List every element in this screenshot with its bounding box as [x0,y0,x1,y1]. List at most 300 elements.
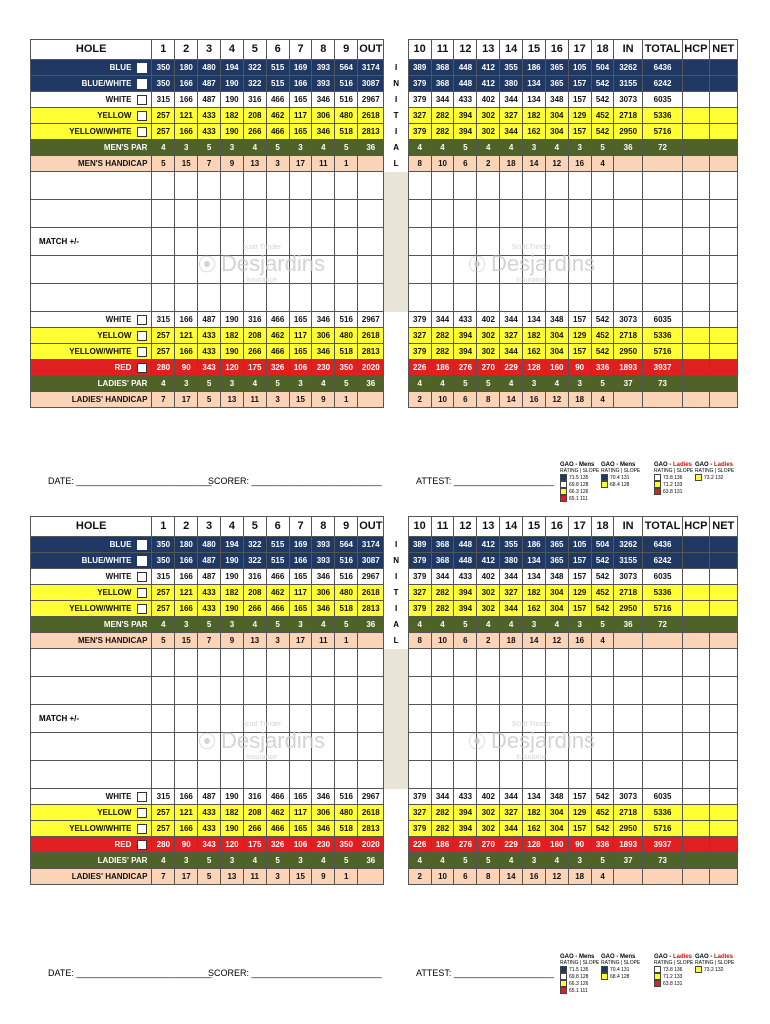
initial-letter: I [384,601,408,617]
score-cell[interactable] [477,761,500,789]
net-cell [709,92,737,108]
score-cell[interactable] [454,200,477,228]
score-cell[interactable] [243,172,266,200]
hole-value: 5 [477,376,500,392]
score-cell[interactable] [266,200,289,228]
score-cell[interactable] [335,172,358,200]
score-cell[interactable] [266,677,289,705]
score-cell[interactable] [335,200,358,228]
summary-cell[interactable] [642,228,682,256]
scorer-field[interactable]: SCORER: __________________________ [208,968,382,978]
score-cell[interactable] [545,256,568,284]
score-cell[interactable] [175,649,198,677]
tee-checkbox[interactable] [137,95,147,105]
summary-cell[interactable] [614,733,642,761]
score-cell[interactable] [568,705,591,733]
score-cell[interactable] [289,733,312,761]
summary-cell[interactable] [683,200,709,228]
score-cell[interactable] [243,733,266,761]
score-cell[interactable] [152,761,175,789]
score-cell[interactable] [408,705,431,733]
hole-value: 346 [312,124,335,140]
summary-cell[interactable] [642,256,682,284]
summary-cell[interactable] [709,284,737,312]
scorer-field[interactable]: SCORER: __________________________ [208,476,382,486]
hole-value: 516 [335,76,358,92]
score-cell[interactable] [312,761,335,789]
summary-cell[interactable] [683,256,709,284]
score-cell[interactable] [568,649,591,677]
score-cell[interactable] [454,172,477,200]
score-cell[interactable] [477,284,500,312]
summary-cell[interactable] [709,705,737,733]
score-cell[interactable] [289,649,312,677]
summary-cell[interactable] [642,649,682,677]
summary-cell[interactable] [642,761,682,789]
summary-cell[interactable] [614,761,642,789]
score-cell[interactable] [289,228,312,256]
out-total: 36 [358,140,384,156]
score-cell[interactable] [591,705,614,733]
score-cell[interactable] [500,228,523,256]
score-cell[interactable] [243,705,266,733]
score-cell[interactable] [477,172,500,200]
score-cell[interactable] [289,200,312,228]
out-total: 3087 [358,76,384,92]
score-cell[interactable] [243,200,266,228]
score-cell[interactable] [477,649,500,677]
tee-checkbox[interactable] [137,588,147,598]
score-cell[interactable] [408,761,431,789]
summary-cell[interactable] [709,228,737,256]
hole-value: 327 [500,328,523,344]
score-cell[interactable] [152,677,175,705]
score-cell[interactable] [266,256,289,284]
score-cell[interactable] [221,256,244,284]
hcp-cell [683,140,709,156]
score-cell[interactable] [243,256,266,284]
tee-checkbox[interactable] [137,840,147,850]
score-cell[interactable] [454,733,477,761]
score-cell[interactable] [243,649,266,677]
score-cell[interactable] [568,677,591,705]
hole-value: 4 [243,376,266,392]
score-cell[interactable] [545,705,568,733]
hole-value: 304 [545,344,568,360]
summary-cell[interactable] [614,284,642,312]
initial-column [384,517,408,537]
score-cell[interactable] [289,677,312,705]
out-score-cell[interactable] [358,228,384,256]
summary-cell[interactable] [683,228,709,256]
tee-checkbox[interactable] [137,808,147,818]
hole-number: 14 [500,40,523,60]
score-cell[interactable] [175,284,198,312]
score-cell[interactable] [408,256,431,284]
tee-checkbox[interactable] [137,347,147,357]
score-cell[interactable] [591,677,614,705]
score-cell[interactable] [335,761,358,789]
score-cell[interactable] [198,733,221,761]
tee-checkbox[interactable] [137,111,147,121]
score-cell[interactable] [454,761,477,789]
score-cell[interactable] [454,677,477,705]
tee-checkbox[interactable] [137,556,147,566]
tee-checkbox[interactable] [137,63,147,73]
score-cell[interactable] [500,733,523,761]
score-cell[interactable] [523,705,546,733]
score-cell[interactable] [431,677,454,705]
score-cell[interactable] [477,705,500,733]
attest-field[interactable]: ATTEST: ____________________ [416,476,554,486]
attest-field[interactable]: ATTEST: ____________________ [416,968,554,978]
score-cell[interactable] [568,200,591,228]
score-cell[interactable] [152,228,175,256]
score-cell[interactable] [221,649,244,677]
score-cell[interactable] [152,256,175,284]
score-cell[interactable] [500,172,523,200]
score-cell[interactable] [477,228,500,256]
score-cell[interactable] [591,256,614,284]
tee-checkbox[interactable] [137,572,147,582]
score-cell[interactable] [431,705,454,733]
score-cell[interactable] [545,761,568,789]
score-cell[interactable] [523,677,546,705]
score-cell[interactable] [198,200,221,228]
hole-value: 304 [545,805,568,821]
score-cell[interactable] [152,649,175,677]
summary-cell[interactable] [709,761,737,789]
hole-value: 515 [266,553,289,569]
score-cell[interactable] [431,256,454,284]
score-cell[interactable] [221,284,244,312]
score-cell[interactable] [500,200,523,228]
score-cell[interactable] [221,172,244,200]
score-cell[interactable] [312,705,335,733]
hcp-cell [683,537,709,553]
score-cell[interactable] [175,256,198,284]
score-cell[interactable] [545,649,568,677]
score-cell[interactable] [152,172,175,200]
score-cell[interactable] [500,761,523,789]
summary-cell[interactable] [614,677,642,705]
score-cell[interactable] [312,677,335,705]
score-cell[interactable] [335,705,358,733]
score-cell[interactable] [454,649,477,677]
score-cell[interactable] [266,761,289,789]
tee-checkbox[interactable] [137,824,147,834]
out-score-cell[interactable] [358,705,384,733]
tee-row [31,553,738,569]
score-cell[interactable] [523,228,546,256]
summary-cell[interactable] [614,172,642,200]
hole-value: 157 [568,92,591,108]
hole-value: 350 [152,60,175,76]
score-cell[interactable] [335,284,358,312]
player-name-cell[interactable] [31,649,152,677]
score-cell[interactable] [523,284,546,312]
summary-cell[interactable] [614,705,642,733]
score-cell[interactable] [431,733,454,761]
score-cell[interactable] [568,733,591,761]
summary-cell[interactable] [709,733,737,761]
player-name-cell[interactable] [31,284,152,312]
score-cell[interactable] [175,172,198,200]
score-cell[interactable] [568,256,591,284]
tee-checkbox[interactable] [137,792,147,802]
tee-checkbox[interactable] [137,363,147,373]
score-cell[interactable] [175,200,198,228]
score-cell[interactable] [312,172,335,200]
score-cell[interactable] [591,284,614,312]
score-cell[interactable] [289,172,312,200]
score-cell[interactable] [266,284,289,312]
score-cell[interactable] [591,649,614,677]
score-cell[interactable] [289,256,312,284]
score-cell[interactable] [335,256,358,284]
score-cell[interactable] [408,200,431,228]
score-cell[interactable] [408,733,431,761]
tee-checkbox[interactable] [137,315,147,325]
score-cell[interactable] [431,200,454,228]
score-cell[interactable] [500,284,523,312]
summary-cell[interactable] [642,677,682,705]
player-name-cell[interactable] [31,172,152,200]
summary-cell[interactable] [683,761,709,789]
score-cell[interactable] [545,284,568,312]
score-cell[interactable] [198,172,221,200]
summary-cell[interactable] [683,172,709,200]
out-score-cell[interactable] [358,256,384,284]
score-cell[interactable] [477,200,500,228]
date-field[interactable]: DATE: ___________________________ [48,476,212,486]
summary-cell[interactable] [642,200,682,228]
score-cell[interactable] [568,172,591,200]
score-cell[interactable] [266,228,289,256]
rating-title: GAO - [654,462,673,468]
score-cell[interactable] [266,705,289,733]
out-score-cell[interactable] [358,200,384,228]
score-cell[interactable] [591,733,614,761]
hcp-cell [683,853,709,869]
out-total: 2618 [358,585,384,601]
score-cell[interactable] [523,256,546,284]
summary-cell[interactable] [683,284,709,312]
score-cell[interactable] [477,677,500,705]
score-cell[interactable] [591,200,614,228]
score-cell[interactable] [335,677,358,705]
score-cell[interactable] [175,761,198,789]
score-cell[interactable] [500,705,523,733]
score-cell[interactable] [175,733,198,761]
score-cell[interactable] [523,733,546,761]
summary-cell[interactable] [683,705,709,733]
score-cell[interactable] [221,705,244,733]
score-cell[interactable] [221,761,244,789]
score-cell[interactable] [568,761,591,789]
score-cell[interactable] [545,172,568,200]
summary-cell[interactable] [614,649,642,677]
score-cell[interactable] [500,649,523,677]
hole-value: 7 [152,392,175,408]
score-cell[interactable] [431,172,454,200]
score-cell[interactable] [454,256,477,284]
score-cell[interactable] [477,256,500,284]
score-cell[interactable] [221,677,244,705]
total-value: 6242 [642,553,682,569]
rating-subheader: RATING | SLOPE [695,960,735,966]
summary-cell[interactable] [614,200,642,228]
score-cell[interactable] [335,649,358,677]
score-cell[interactable] [312,649,335,677]
score-cell[interactable] [545,677,568,705]
score-cell[interactable] [500,256,523,284]
summary-cell[interactable] [709,649,737,677]
out-score-cell[interactable] [358,733,384,761]
score-cell[interactable] [591,761,614,789]
score-cell[interactable] [408,228,431,256]
score-cell[interactable] [408,649,431,677]
score-cell[interactable] [591,228,614,256]
score-cell[interactable] [289,284,312,312]
out-score-cell[interactable] [358,649,384,677]
score-cell[interactable] [568,284,591,312]
score-cell[interactable] [454,228,477,256]
score-cell[interactable] [454,705,477,733]
score-cell[interactable] [523,649,546,677]
summary-cell[interactable] [683,649,709,677]
score-cell[interactable] [431,228,454,256]
tee-checkbox[interactable] [137,540,147,550]
hole-value: 542 [591,601,614,617]
summary-cell[interactable] [683,677,709,705]
tee-checkbox[interactable] [137,331,147,341]
score-cell[interactable] [431,284,454,312]
score-cell[interactable] [198,761,221,789]
summary-cell[interactable] [642,284,682,312]
initial-cell [384,256,408,284]
score-cell[interactable] [152,705,175,733]
score-cell[interactable] [198,649,221,677]
score-cell[interactable] [335,228,358,256]
score-cell[interactable] [221,228,244,256]
row-label-text: LADIES' HANDICAP [71,872,148,881]
score-cell[interactable] [312,228,335,256]
score-cell[interactable] [152,200,175,228]
summary-cell[interactable] [709,677,737,705]
score-cell[interactable] [312,733,335,761]
score-cell[interactable] [408,677,431,705]
summary-cell[interactable] [709,172,737,200]
score-cell[interactable] [289,705,312,733]
summary-cell[interactable] [642,172,682,200]
in-total: 3262 [614,60,642,76]
hole-value: 166 [175,789,198,805]
score-cell[interactable] [221,733,244,761]
score-cell[interactable] [198,228,221,256]
date-field[interactable]: DATE: ___________________________ [48,968,212,978]
player-name-cell[interactable] [31,677,152,705]
score-cell[interactable] [500,677,523,705]
score-cell[interactable] [175,677,198,705]
score-cell[interactable] [477,733,500,761]
tee-checkbox[interactable] [137,604,147,614]
player-name-cell[interactable] [31,761,152,789]
score-cell[interactable] [545,733,568,761]
hole-value: 129 [568,585,591,601]
score-cell[interactable] [175,705,198,733]
summary-cell[interactable] [614,256,642,284]
player-name-cell[interactable] [31,733,152,761]
score-cell[interactable] [408,284,431,312]
net-cell [709,633,737,649]
score-cell[interactable] [175,228,198,256]
score-cell[interactable] [591,172,614,200]
player-name-cell[interactable] [31,256,152,284]
score-cell[interactable] [545,228,568,256]
out-score-cell[interactable] [358,677,384,705]
summary-cell[interactable] [709,256,737,284]
score-cell[interactable] [152,284,175,312]
score-cell[interactable] [312,256,335,284]
tee-checkbox[interactable] [137,127,147,137]
summary-cell[interactable] [683,733,709,761]
score-cell[interactable] [243,761,266,789]
summary-cell[interactable] [709,200,737,228]
score-cell[interactable] [243,228,266,256]
player-name-cell[interactable] [31,200,152,228]
score-cell[interactable] [431,649,454,677]
score-cell[interactable] [523,172,546,200]
out-score-cell[interactable] [358,761,384,789]
score-cell[interactable] [266,733,289,761]
score-cell[interactable] [198,284,221,312]
score-cell[interactable] [198,705,221,733]
score-cell[interactable] [312,200,335,228]
score-cell[interactable] [545,200,568,228]
score-cell[interactable] [454,284,477,312]
hole-value: 5 [198,140,221,156]
out-score-cell[interactable] [358,284,384,312]
summary-cell[interactable] [614,228,642,256]
score-cell[interactable] [408,172,431,200]
score-cell[interactable] [335,733,358,761]
score-cell[interactable] [431,761,454,789]
score-cell[interactable] [523,200,546,228]
score-cell[interactable] [289,761,312,789]
score-cell[interactable] [523,761,546,789]
score-cell[interactable] [568,228,591,256]
hole-value: 389 [408,60,431,76]
hole-value: 10 [431,156,454,172]
out-score-cell[interactable] [358,172,384,200]
score-cell[interactable] [152,733,175,761]
score-cell[interactable] [198,256,221,284]
hole-value: 315 [152,92,175,108]
score-cell[interactable] [266,172,289,200]
score-cell[interactable] [243,284,266,312]
score-cell[interactable] [266,649,289,677]
score-cell[interactable] [243,677,266,705]
score-cell[interactable] [221,200,244,228]
score-cell[interactable] [312,284,335,312]
summary-cell[interactable] [642,705,682,733]
tee-checkbox[interactable] [137,79,147,89]
summary-cell[interactable] [642,733,682,761]
score-cell[interactable] [198,677,221,705]
net-cell [709,124,737,140]
match-label: MATCH +/- [31,705,152,733]
